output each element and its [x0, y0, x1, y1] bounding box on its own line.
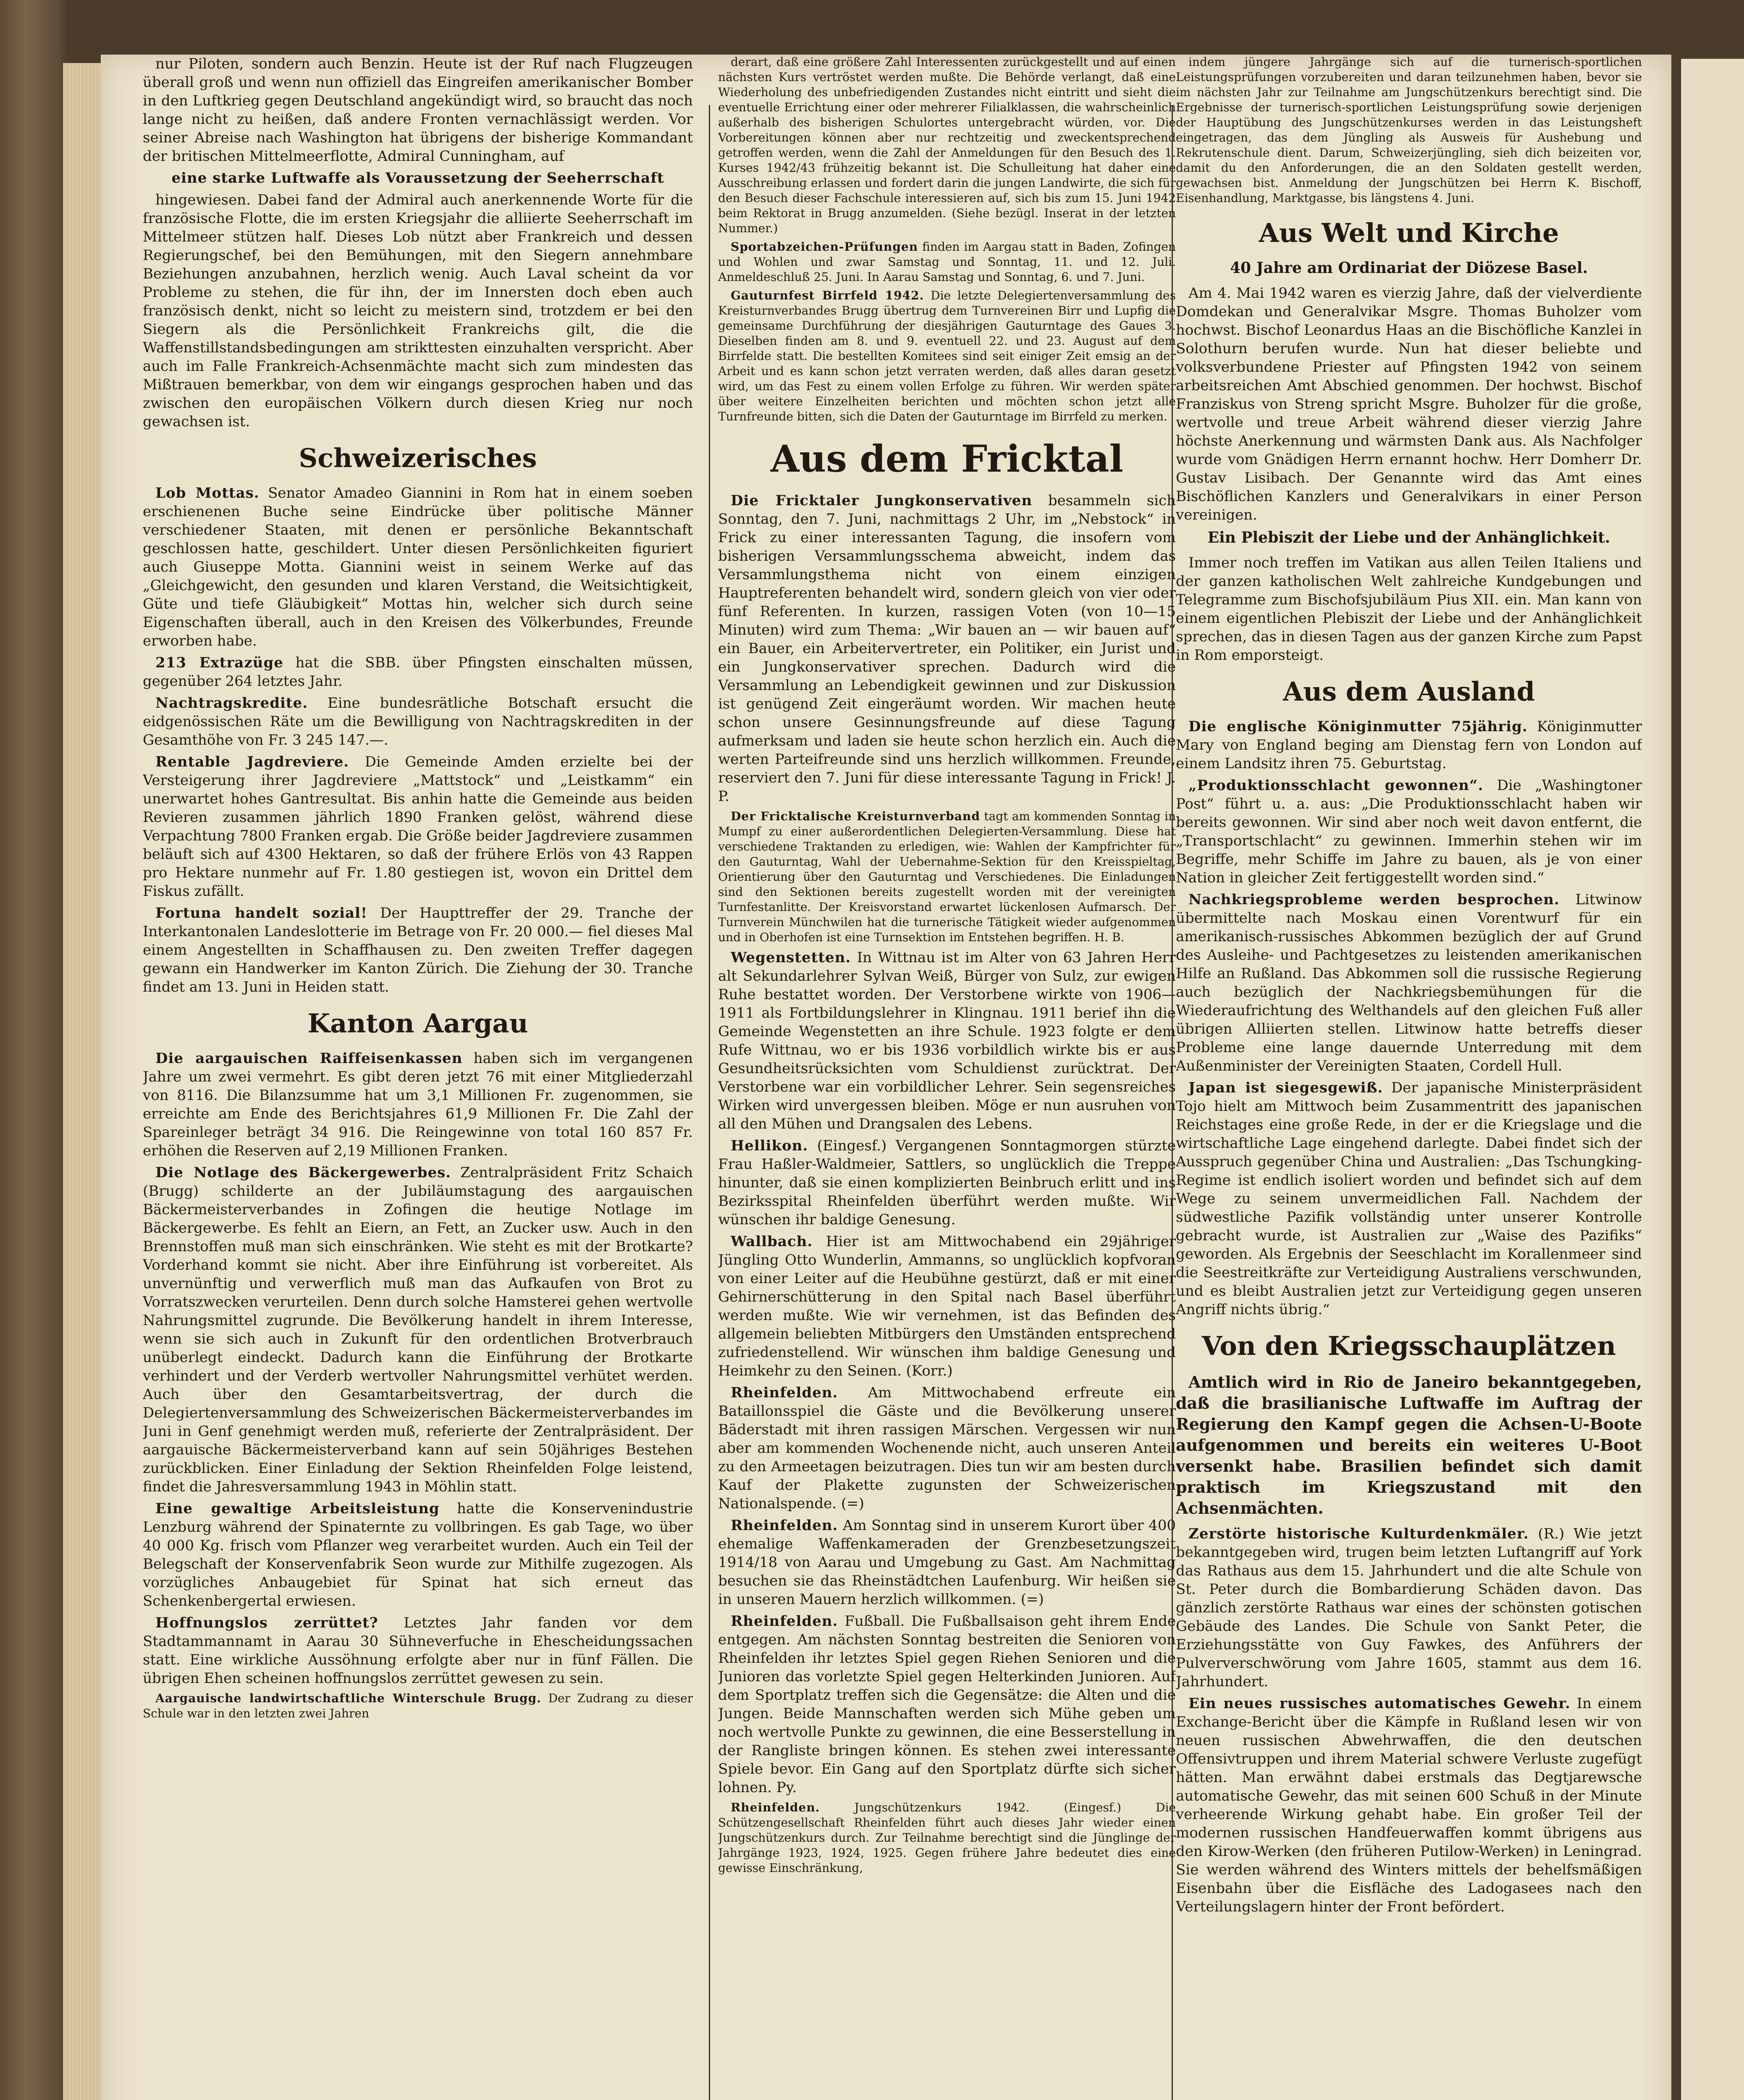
item-hellikon: [718, 1137, 1176, 1229]
item-signature: H. B.: [1094, 930, 1125, 944]
section-heading-kriegsschauplaetze: Von den Kriegsschauplätzen: [1201, 1331, 1616, 1361]
item-text: Der japanische Ministerpräsident Tojo hielt am Mittwoch beim Zusammentritt des japanischen Reichstages eine große Rede, in der er die Kriegslage und die wirtschaftliche Lage eingehend darlegte. Dabei findet sich der Ausspruch gegenüber China und Australien: „Das Tschungking-Regime ist endlich isoliert worden und befindet sich auf dem Wege zu seinem unvermeidlichen Fall. Nachdem der südwestliche Pazifik vollständig unter unserer Kontrolle gebracht wurde, ist Australien zur „Waise des Pazifiks“ geworden. Als Ergebnis der Seeschlacht im Korallenmeer sind die Seestreitkräfte zur Verteidigung Australiens verschwunden, und es bleibt Australien jetzt zur Verteidigung gegen unseren Angriff nichts übrig.“: [1176, 1079, 1642, 1318]
article-laval: hingewiesen. Dabei fand der Admiral auch anerkennende Worte für die französische Flotte, die im ersten Kriegsjahr die alliierte Seeherrschaft im Mittelmeer stützen half. Dieses Lob nützt aber Frankreich und dessen Regierungschef, bei den Bemühungen, mit den Siegern annehmbare Beziehungen anzubahnen, herzlich wenig. Auch Laval scheint da vor Probleme zu stehen, die für ihn, der im Innersten doch eben auch französisch denkt, nicht so leicht zu meistern sind, trotzdem er bei den Siegern als die Persönlichkeit Frankreichs gilt, die die Waffenstillstandsbedingungen am strikttesten einzuhalten verspricht. Aber auch im Falle Frankreich-Achsenmächte macht sich zum mindesten das Mißtrauen bemerkbar, von dem wir eingangs gesprochen haben und das zwischen den europäischen Völkern durch diesen Krieg nur noch gewachsen ist.: [143, 192, 693, 430]
item-text: In Wittnau ist im Alter von 63 Jahren Herr alt Sekundarlehrer Sylvan Weiß, Bürger von Sulz, zur ewigen Ruhe bestattet worden. Der Verstorbene wirkte von 1906—1911 als Fortbildungslehrer in Klingnau. 1911 berief ihn die Gemeinde Wegenstetten an ihre Schule. 1923 folgte er dem Rufe Wittnau, wo er bis 1936 vorbildlich wirkte bis er aus Gesundheitsrücksichten vom Schuldienst zurücktrat. Der Verstorbene war ein vorbildlicher Lehrer. Sein segensreiches Wirken wird unvergessen bleiben. Möge er nun ausruhen von all den Mühen und Drangsalen des Lebens.: [718, 949, 1176, 1132]
item-jungkonservative: [718, 491, 1176, 806]
item-kicker: Hoffnungslos zerrüttet?: [155, 1614, 378, 1631]
column-1: [143, 55, 693, 2050]
item-signature: (=): [1020, 1591, 1044, 1608]
item-text: Senator Amadeo Giannini in Rom hat in einem soeben erschienenen Buche seine Eindrücke über politische Männer verschiedener Staaten, mit denen er persönliche Bekanntschaft geschlossen hatte, geschildert. Unter diesen Persönlichkeiten figuriert auch Giuseppe Motta. Giannini weist in seinem Werke auf das „Gleichgewicht, den gesunden und klaren Verstand, die Weitsichtigkeit, Güte und tiefe Gläubigkeit“ Mottas hin, welcher sich durch seine Eigenschaften überall, auch in den Kreisen des Völkerbundes, Freunde erworben habe.: [143, 485, 693, 649]
item-text: Die „Washingtoner Post“ führt u. a. aus: „Die Produktionsschlacht haben wir bereits gewonnen. Wir sind aber noch weit davon entfernt, die „Transportschlacht“ zu gewinnen. Immerhin stehen wir im Begriffe, mehr Schiffe im Jahre zu bauen, als je von einer Nation in gleicher Zeit fertiggestellt worden sind.“: [1176, 777, 1642, 886]
item-kicker: Die englische Königinmutter 75jährig.: [1188, 718, 1528, 735]
item-kicker: Zerstörte historische Kulturdenkmäler.: [1188, 1525, 1529, 1542]
item-kicker: Rheinfelden.: [731, 1801, 820, 1814]
item-kicker: Lob Mottas.: [155, 485, 260, 501]
item-signature: Py.: [776, 1779, 797, 1796]
item-rheinfelden-4: [718, 1800, 1176, 1876]
item-text: Königinmutter Mary von England beging am Dienstag fern von London auf einem Landsitz ihren 75. Geburtstag.: [1176, 718, 1642, 772]
item-plebiszit: Immer noch treffen im Vatikan aus allen Teilen Italiens und der ganzen katholischen Welt zahlreiche Kundgebungen und Telegramme zum Bischofsjubiläum Pius XII. ein. Man kann von einem eigentlichen Plebiszit der Liebe und der Anhänglichkeit sprechen, das in diesen Tagen aus der ganzen Kirche zum Papst in Rom emporsteigt.: [1176, 554, 1642, 664]
item-text: Zentralpräsident Fritz Schaich (Brugg) schilderte an der Jubiläumstagung des aargauischen Bäckermeisterverbandes in Zofingen die heutige Notlage im Bäckergewerbe. Es fehlt an Eiern, an Fett, an Zucker usw. Auch in den Brennstoffen muß man sich einschränken. Wie steht es mit der Brotkarte? Vorderhand kommt sie nicht. Aber ihre Einführung ist vorbereitet. Als unvernünftig und verwerflich muß man das Aufkaufen von Brot zu Vorratszwecken verurteilen. Denn durch solche Hamsterei gehen wertvolle Nahrungsmittel zugrunde. Die Bevölkerung handelt in ihrem Interesse, wenn sie sich auch in Zukunft für den ordentlichen Brotverbrauch unüberlegt eindeckt. Dadurch kann die Einführung der Brotkarte verhindert und der Verderb wertvoller Nahrungsmittel verhütet werden. Auch über den Gesamtarbeitsvertrag, der durch die Delegiertenversammlung des Schweizerischen Bäckermeisterverbandes im Juni in Genf genehmigt werden muß, referierte der Zentralpräsident. Der aargauische Bäckermeisterverband kann auf sein 50jähriges Bestehen zurückblicken. Einer Einladung der Sektion Rheinfelden Folge leistend, findet die Jahresversammlung 1943 in Möhlin statt.: [143, 1164, 693, 1495]
item-gewehr: [1176, 1694, 1642, 1916]
item-text: Litwinow übermittelte nach Moskau einen Vorentwurf für ein amerikanisch-russisches Abkommen bezüglich der auf Grund des Ausleihe- und Pachtgesetzes zu leistenden amerikanischen Hilfe an Rußland. Das Abkommen soll die russische Regierung auch bezüglich der Nachkriegsbemühungen für die Wiederaufrichtung des Welthandels auf den gleichen Fuß aller übrigen Alliierten stellen. Litwinow hatte betreffs dieser Probleme eine lange dauernde Unterredung mit dem Außenminister der Vereinigten Staaten, Cordell Hull.: [1176, 891, 1642, 1074]
adjacent-page-edge: [1680, 59, 1744, 2100]
article-intro: nur Piloten, sondern auch Benzin. Heute ist der Ruf nach Flugzeugen überall groß und wenn nun offiziell das Eingreifen amerikanischer Bomber in den Luftkrieg gegen Deutschland angekündigt wird, so braucht das noch lange nicht zu heißen, daß andere Fronten vernachlässigt werden. Vor seiner Abreise nach Washington hat übrigens der bisherige Kommandant der britischen Mittelmeerflotte, Admiral Cunningham, auf: [143, 55, 693, 165]
item-text: hat die SBB. über Pfingsten einschalten müssen, gegenüber 264 letztes Jahr.: [143, 654, 693, 690]
item-japan: [1176, 1079, 1642, 1319]
section-heading-aargau: Kanton Aargau: [307, 1008, 528, 1039]
item-kreisturnverband: [718, 809, 1176, 945]
item-kicker: Wegenstetten.: [731, 949, 851, 966]
item-text: Der Haupttreffer der 29. Tranche der Interkantonalen Landeslotterie im Betrage von Fr. 20 000.— fiel dieses Mal einem Angestellten in Schaffhausen zu. Den zweiten Treffer dagegen gewann ein Handwerker im Kanton Zürich. Die Ziehung der 30. Tranche findet am 13. Juni in Heiden statt.: [143, 905, 693, 995]
section-heading-welt-kirche: Aus Welt und Kirche: [1259, 218, 1559, 248]
item-wallbach: [718, 1232, 1176, 1380]
item-text: Am Sonntag sind in unserem Kurort über 400 ehemalige Waffenkameraden der Grenzbesetzungszeit 1914/18 von Aarau und Umgebung zu Gast. Am Nachmittag besuchen sie das Rheinstädtchen Laufenburg. Wir heißen sie in unseren Mauern herzlich willkommen.: [718, 1517, 1176, 1608]
item-kicker: Die Fricktaler Jungkonservativen: [731, 492, 1033, 509]
item-kicker: Fortuna handelt sozial!: [155, 905, 367, 921]
item-text: Der Zudrang zu dieser Schule war in den letzten zwei Jahren: [143, 1691, 693, 1720]
item-text: (Eingesf.) Vergangenen Sonntagmorgen stürzte Frau Haßler-Waldmeier, Sattlers, so unglücklich die Treppe hinunter, daß sie einen komplizierten Beinbruch erlitt und ins Bezirksspital Rheinfelden überführt werden mußte. Wir wünschen ihr baldige Genesung.: [718, 1137, 1176, 1228]
item-fortuna: [143, 904, 693, 996]
item-rheinfelden-3: [718, 1612, 1176, 1797]
subheading-plebiszit: Ein Plebiszit der Liebe und der Anhänglichkeit.: [1207, 529, 1610, 546]
item-sportabzeichen: [718, 239, 1176, 285]
column-3: [1176, 55, 1642, 2050]
item-raiffeisen: [143, 1049, 693, 1160]
item-nachkriegsprobleme: [1176, 890, 1642, 1075]
centered-subhead: eine starke Luftwaffe als Voraussetzung der Seeherrschaft: [171, 170, 664, 186]
item-hoffnungslos: [143, 1614, 693, 1688]
item-text: Fußball. Die Fußballsaison geht ihrem Ende entgegen. Am nächsten Sonntag bestreiten die Senioren von Rheinfelden ihr letztes Spiel gegen Riehen Senioren und die Junioren das vorletzte Spiel gegen Helterkinden Junioren. Auf dem Sportplatz treffen sich die Gegensätze: die Alten und die Jungen. Beide Mannschaften werden sich Mühe geben um noch wertvolle Punkte zu gewinnen, die eine Besserstellung in der Rangliste bringen können. Es stehen zwei interessante Spiele bevor. Ein Gang auf den Sportplatz dürfte sich sicher lohnen.: [718, 1613, 1176, 1796]
item-kicker: 213 Extrazüge: [155, 654, 283, 671]
item-text: Eine bundesrätliche Botschaft ersucht die eidgenössischen Räte um die Bewilligung von Nachtragskrediten in der Gesamthöhe von Fr. 3 245 147.—.: [143, 695, 693, 748]
item-text: Letztes Jahr fanden vor dem Stadtammannamt in Aarau 30 Sühneverfuche in Ehescheidungssachen statt. Eine wirkliche Aussöhnung erfolgte aber nur in fünf Fällen. Die übrigen Ehen scheinen hoffnungslos zerrüttet gewesen zu sein.: [143, 1614, 693, 1687]
item-kicker: Hellikon.: [731, 1137, 808, 1154]
item-nachtragskredite: [143, 694, 693, 749]
item-kicker: Der Fricktalische Kreisturnverband: [731, 809, 980, 823]
item-kicker: Die Notlage des Bäckergewerbes.: [155, 1164, 451, 1181]
item-kicker: Nachkriegsprobleme werden besprochen.: [1188, 891, 1560, 908]
item-jagdreviere: [143, 753, 693, 900]
subheading-ordinariat: 40 Jahre am Ordinariat der Diözese Basel.: [1230, 259, 1588, 277]
item-kicker: Die aargauischen Raiffeisenkassen: [155, 1050, 463, 1067]
item-signature: (Korr.): [906, 1362, 953, 1379]
item-kicker: Rheinfelden.: [731, 1384, 838, 1401]
item-text: haben sich im vergangenen Jahre um zwei vermehrt. Es gibt deren jetzt 76 mit einer Mitgliederzahl von 8116. Die Bilanzsumme hat um 3,1 Millionen Fr. zugenommen, sie erreichte am Ende des Berichtsjahres 61,9 Millionen Fr. Die Zahl der Spareinleger beträgt 34 916. Die Reingewinne von total 160 857 Fr. erhöhen die Reserven auf 2,19 Millionen Franken.: [143, 1050, 693, 1159]
item-kicker: Rheinfelden.: [731, 1613, 838, 1630]
item-motta: [143, 484, 693, 650]
item-kulturdenkmaeler: [1176, 1525, 1642, 1691]
item-text: In einem Exchange-Bericht über die Kämpfe in Rußland lesen wir von neuen russischen Abwehrwaffen, die den deutschen Offensivtruppen und ihrem Material schwere Verluste zugefügt hätten. Man erwähnt dabei erstmals das Degtjarewsche automatische Gewehr, das mit seinen 600 Schuß in der Minute verheerende Wirkung gehabt habe. Ein großer Teil der modernen russischen Handfeuerwaffen kommt übrigens aus den Kirow-Werken (den früheren Putilow-Werken) in Leningrad. Sie werden während des Winters mittels der behelfsmäßigen Eisenbahn über die Eisfläche des Ladogasees nach den Verteilungslagern hinter der Front befördert.: [1176, 1695, 1642, 1915]
item-text: tagt am kommenden Sonntag in Mumpf zu einer außerordentlichen Delegierten-Versammlung. Diese hat verschiedene Traktanden zu erledigen, wie: Wahlen der Kampfrichter für den Gauturntag, Wahl der Uebernahme-Sektion für den Kreisspieltag, Orientierung über den Gauturntag und Verschiedenes. Die Einladungen sind den Sektionen bereits zugestellt worden mit der vereinigten Turnfestanlitte. Der Kreisvorstand erwartet lückenlosen Aufmarsch. Der Turnverein Münchwilen hat die turnerische Tätigkeit wieder aufgenommen und in Oberhofen ist eine Turnsektion im Entstehen begriffen.: [718, 809, 1176, 944]
item-text: Die Gemeinde Amden erzielte bei der Versteigerung ihrer Jagdreviere „Mattstock“ und „Leistkamm“ ein unerwartet hohes Gantresultat. Bis anhin hatte die Gemeinde aus beiden Revieren zusammen jährlich 1890 Franken gelöst, während diese Verpachtung 7800 Franken ergab. Die Größe beider Jagdreviere zusammen beläuft sich auf 4300 Hektaren, so daß der frühere Erlös von 43 Rappen pro Hektare nunmehr auf Fr. 1.80 gestiegen ist, wovon ein Drittel dem Fiskus zufällt.: [143, 753, 693, 900]
lead-brasilien: Amtlich wird in Rio de Janeiro bekanntgegeben, daß die brasilianische Luftwaffe im Auftrag der Regierung den Kampf gegen die Achsen-U-Boote aufgenommen und bereits ein weiteres U-Boot versenkt habe. Brasilien befindet sich damit praktisch im Kriegszustand mit den Achsenmächten.: [1176, 1373, 1642, 1517]
item-text: Jungschützenkurs 1942. (Eingesf.) Die Schützengesellschaft Rheinfelden führt auch dieses Jahr wieder einen Jungschützenkurs durch. Zur Teilnahme berechtigt sind die Jünglinge der Jahrgänge 1923, 1924, 1925. Gegen frühere Jahre bedeutet dies eine gewisse Einschränkung,: [718, 1801, 1176, 1875]
item-text: Die letzte Delegiertenversammlung des Kreisturnverbandes Brugg übertrug dem Turnvereinen Birr und Lupfig die gemeinsame Durchführung der diesjährigen Gauturntage des Gaues 3. Dieselben finden am 8. und 9. eventuell 22. und 23. August auf dem Birrfelde statt. Die bestellten Komitees sind seit einiger Zeit emsig an der Arbeit und es kann schon jetzt verraten werden, daß alles daran gesetzt wird, um das Fest zu einem vollen Erfolge zu führen. Wir werden später über weitere Einzelheiten berichten und möchten schon jetzt alle Turnfreunde bitten, sich die Daten der Gauturntage im Birrfeld zu merken.: [718, 289, 1176, 423]
item-text: hatte die Konservenindustrie Lenzburg während der Spinaternte zu vollbringen. Es gab Tage, wo über 40 000 Kg. frisch vom Pflanzer weg verarbeitet wurden. Auch ein Teil der Belegschaft der Konservenfabrik Seon wurde zur Mithilfe zugezogen. Als vorzügliches Anbaugebiet für Spinat hat sich erneut das Schenkenbergertal erwiesen.: [143, 1500, 693, 1609]
item-produktionsschlacht: [1176, 776, 1642, 887]
item-text: (R.) Wie jetzt bekanntgegeben wird, trugen beim letzten Luftangriff auf York das Rathaus aus dem 15. Jahrhundert und die alte Schule von St. Peter durch die Bombardierung Schäden davon. Das gänzlich zerstörte Rathaus war eines der schönsten gotischen Gebäude des Landes. Die Schule von Sankt Peter, die Erziehungsstätte von Guy Fawkes, des Anführers der Pulververschwörung vom Jahre 1605, stammt aus dem 16. Jahrhundert.: [1176, 1525, 1642, 1690]
section-heading-schweiz: Schweizerisches: [299, 443, 537, 473]
item-kicker: Aargauische landwirtschaftliche Winterschule Brugg.: [155, 1691, 541, 1705]
item-kicker: „Produktionsschlacht gewonnen“.: [1188, 777, 1484, 794]
column-rule-1: [709, 105, 710, 2100]
section-heading-ausland: Aus dem Ausland: [1283, 676, 1535, 707]
item-rheinfelden-1: [718, 1383, 1176, 1513]
item-kicker: Rentable Jagdreviere.: [155, 753, 349, 770]
item-wegenstetten: [718, 948, 1176, 1133]
article-jungschuetzen-cont: indem jüngere Jahrgänge sich auf die turnerisch-sportlichen Leistungsprüfungen vorzubereiten und daran teilzunehmen haben, bevor sie im nächsten Jahr zur Teilnahme am Jungschützenkurs berechtigt sind. Die Ergebnisse der turnerisch-sportlichen Leistungsprüfung sowie derjenigen der Hauptübung des Jungschützenkurses werden in das Leistungsheft eingetragen, das dem Jüngling als Ausweis für Aushebung und Rekrutenschule dient. Darum, Schweizerjüngling, sieh dich beizeiten vor, damit du den Anforderungen, die an den Soldaten gestellt werden, gewachsen bist. Anmeldung der Jungschützen bei Herrn K. Bischoff, Eisenhandlung, Marktgasse, bis längstens 4. Juni.: [1176, 55, 1642, 205]
item-kicker: Sportabzeichen-Prüfungen: [731, 240, 918, 254]
item-gauturnfest: [718, 288, 1176, 424]
item-rheinfelden-2: [718, 1516, 1176, 1609]
item-signature: J. P.: [718, 769, 1176, 805]
item-kicker: Nachtragskredite.: [155, 695, 308, 711]
item-text: besammeln sich Sonntag, den 7. Juni, nachmittags 2 Uhr, im „Nebstock“ in Frick zu einer interessanten Tagung, die insofern vom bisherigen Versammlungsschema abweicht, indem das Versammlungsthema nicht von einem einzigen Hauptreferenten behandelt wird, sondern gleich von vier oder fünf Referenten. In kurzen, rassigen Voten (von 10—15 Minuten) wird zum Thema: „Wir bauen an — wir bauen auf“ ein Bauer, ein Arbeitervertreter, ein Politiker, ein Jurist und ein Jungkonservativer sprechen. Dadurch wird die Versammlung an Lebendigkeit gewinnen und zur Diskussion ist genügend Zeit eingeräumt worden. Wir machen heute schon unsere Gesinnungsfreunde auf diese Tagung aufmerksam und laden sie heute schon herzlich ein. Auch die werten Parteifreunde sind uns herzlich willkommen. Freunde, reserviert den 7. Juni für diese interessante Tagung in Frick!: [718, 492, 1176, 786]
item-kicker: Wallbach.: [731, 1233, 813, 1250]
column-2: [718, 55, 1176, 2050]
item-signature: (=): [841, 1495, 864, 1512]
section-heading-fricktal: Aus dem Fricktal: [770, 437, 1124, 480]
article-winterschule-cont: derart, daß eine größere Zahl Interessenten zurückgestellt und auf einen nächsten Kurs vertröstet werden mußte. Die Behörde verlangt, daß eine Wiederholung des unbefriedigenden Zustandes nicht eintritt und sieht die eventuelle Errichtung einer oder mehrerer Filialklassen, die wahrscheinlich außerhalb des bisherigen Schulortes untergebracht würden, vor. Die Vorbereitungen können aber nur rechtzeitig und zweckentsprechend getroffen werden, wenn die Zahl der Anmeldungen für den Besuch des 1. Kurses 1942/43 frühzeitig bekannt ist. Die Schulleitung hat daher eine Ausschreibung erlassen und fordert darin die jungen Landwirte, die sich für den Besuch dieser Fachschule interessieren auf, sich bis zum 15. Juni 1942 beim Rektorat in Brugg anzumelden. (Siehe bezügl. Inserat in der letzten Nummer.): [718, 55, 1176, 235]
item-winterschule: [143, 1691, 693, 1721]
item-baecker: [143, 1163, 693, 1496]
item-extrazuege: [143, 654, 693, 690]
item-kicker: Japan ist siegesgewiß.: [1188, 1079, 1383, 1096]
item-kicker: Gauturnfest Birrfeld 1942.: [731, 289, 924, 302]
item-ordinariat: Am 4. Mai 1942 waren es vierzig Jahre, daß der vielverdiente Domdekan und Generalvikar Msgre. Thomas Buholzer vom hochwst. Bischof Leonardus Haas an die Bischöfliche Kanzlei in Solothurn berufen wurde. Nun hat dieser beliebte und volksverbundene Priester auf Pfingsten 1942 von seinem arbeitsreichen Amt Abschied genommen. Der hochwst. Bischof Franziskus von Streng spricht Msgre. Buholzer für die große, wertvolle und treue Arbeit während dieser vierzig Jahre höchste Anerkennung und wärmsten Dank aus. Als Nachfolger wurde vom Gnädigen Herrn ernannt hochw. Herr Domherr Dr. Gustav Lisibach. Der Genannte wird das Amt eines Bischöflichen Kanzlers und Generalvikars in einer Person vereinigen.: [1176, 285, 1642, 523]
item-arbeitsleistung: [143, 1499, 693, 1610]
item-kicker: Rheinfelden.: [731, 1517, 838, 1534]
item-text: Am Mittwochabend erfreute ein Bataillonsspiel die Gäste und die Bevölkerung unserer Bäderstadt mit ihren rassigen Märschen. Vergessen wir nun aber am kommenden Wochenende nicht, auch unseren Anteil zu den Armeetagen beizutragen. Dies tun wir am besten durch Kauf der Plakette zugunsten der Schweizerischen Nationalspende.: [718, 1384, 1176, 1512]
item-text: Hier ist am Mittwochabend ein 29jähriger Jüngling Otto Wunderlin, Ammanns, so unglücklich kopfvoran von einer Leiter auf die Heubühne gestürzt, daß er mit einer Gehirnerschütterung in den Spital nach Basel überführt werden mußte. Wie wir vernehmen, ist das Befinden des allgemein beliebten Mitbürgers den Umständen entsprechend zufriedenstellend. Wir wünschen ihm baldige Genesung und Heimkehr zu den Seinen.: [718, 1233, 1176, 1379]
item-kicker: Ein neues russisches automatisches Gewehr.: [1188, 1695, 1571, 1712]
item-kicker: Eine gewaltige Arbeitsleistung: [155, 1500, 440, 1517]
item-text: finden im Aargau statt in Baden, Zofingen und Wohlen und zwar Samstag und Sonntag, 11. und 12. Juli. Anmeldeschluß 25. Juni. In Aarau Samstag und Sonntag, 6. und 7. Juni.: [718, 240, 1176, 284]
item-koeniginmutter: [1176, 717, 1642, 773]
